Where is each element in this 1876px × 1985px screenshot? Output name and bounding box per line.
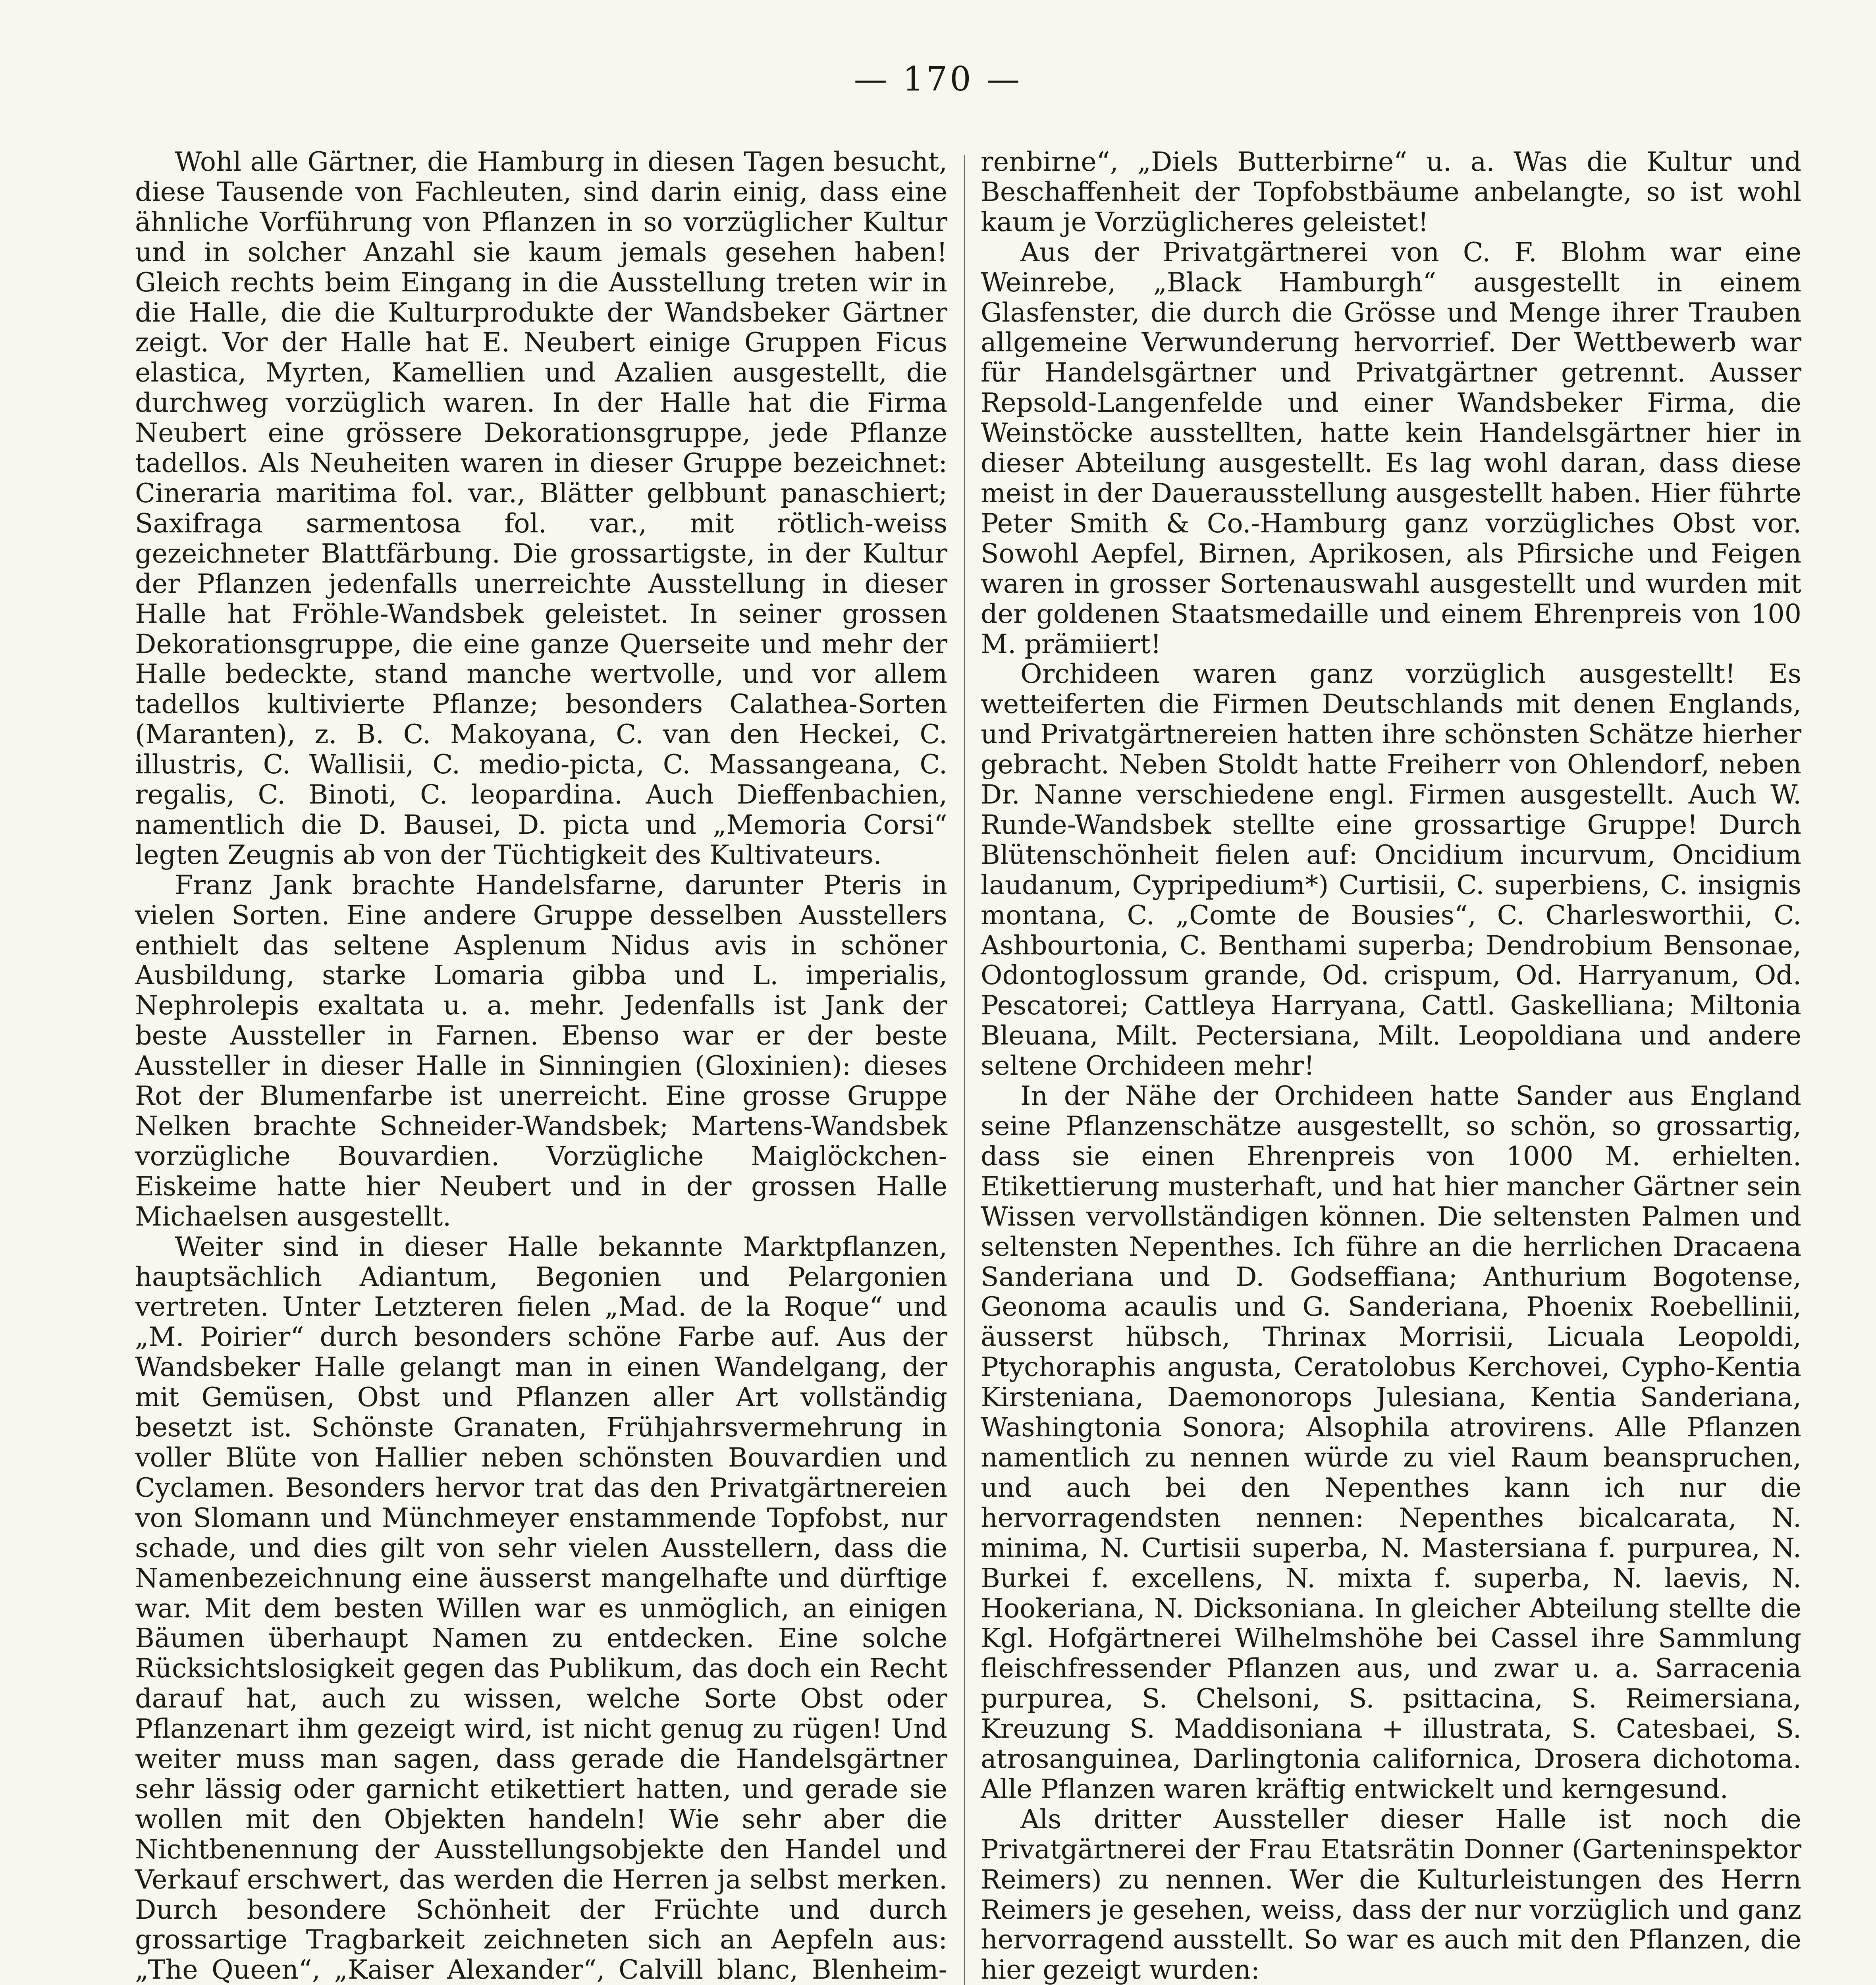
paragraph: Aus der Privatgärtnerei von C. F. Blohm war eine Weinrebe, „Black Hamburgh“ ausgestellt in einem Glasfenster, die durch die Grösse und Menge ihrer Trauben allgemeine Verwunderung hervorrief. Der Wettbewerb war für Handelsgärtner und Privatgärtner getrennt. Ausser Repsold-Langenfelde und einer Wandsbeker Firma, die Weinstöcke ausstellten, hatte kein Handelsgärtner hier in dieser Abteilung ausgestellt. Es lag wohl daran, dass diese meist in der Dauerausstellung ausgestellt haben. Hier führte Peter Smith & Co.-Hamburg ganz vorzügliches Obst vor. Sowohl Aepfel, Birnen, Aprikosen, als Pfirsiche und Feigen waren in grosser Sortenauswahl ausgestellt und wurden mit der goldenen Staatsmedaille und einem Ehrenpreis von 100 M. prämiiert!	[981, 236, 1801, 659]
column-divider	[964, 155, 965, 1985]
paragraph: Weiter sind in dieser Halle bekannte Marktpflanzen, hauptsächlich Adiantum, Begonien und Pelargonien vertreten. Unter Letzteren fielen „Mad. de la Roque“ und „M. Poirier“ durch besonders schöne Farbe auf. Aus der Wandsbeker Halle gelangt man in einen Wandelgang, der mit Gemüsen, Obst und Pflanzen aller Art vollständig besetzt ist. Schönste Granaten, Frühjahrsvermehrung in voller Blüte von Hallier neben schönsten Bouvardien und Cyclamen. Besonders hervor trat das den Privatgärtnereien von Slomann und Münchmeyer enstammende Topfobst, nur schade, und dies gilt von sehr vielen Ausstellern, dass die Namenbezeichnung eine äusserst mangelhafte und dürftige war. Mit dem besten Willen war es unmöglich, an einigen Bäumen überhaupt Namen zu entdecken. Eine solche Rücksichtslosigkeit gegen das Publikum, das doch ein Recht darauf hat, auch zu wissen, welche Sorte Obst oder Pflanzenart ihm gezeigt wird, ist nicht genug zu rügen! Und weiter muss man sagen, dass gerade die Handelsgärtner sehr lässig oder garnicht etikettiert hatten, und gerade sie wollen mit den Objekten handeln! Wie sehr aber die Nichtbenennung der Ausstellungsobjekte den Handel und Verkauf erschwert, das werden die Herren ja selbst merken. Durch besondere Schönheit der Früchte und durch grossartige Tragbarkeit zeichneten sich an Aepfeln aus: „The Queen“, „Kaiser Alexander“, Calvill blanc, Blenheim-	[135, 1231, 947, 1985]
right-column	[981, 147, 1801, 1985]
paragraph: In der Nähe der Orchideen hatte Sander aus England seine Pflanzenschätze ausgestellt, so schön, so grossartig, dass sie einen Ehrenpreis von 1000 M. erhielten. Etikettierung musterhaft, und hat hier mancher Gärtner sein Wissen vervollständigen können. Die seltensten Palmen und seltensten Nepenthes. Ich führe an die herrlichen Dracaena Sanderiana und D. Godseffiana; Anthurium Bogotense, Geonoma acaulis und G. Sanderiana, Phoenix Roebellinii, äusserst hübsch, Thrinax Morrisii, Licuala Leopoldi, Ptychoraphis angusta, Ceratolobus Kerchovei, Cypho-Kentia Kirsteniana, Daemonorops Julesiana, Kentia Sanderiana, Washingtonia Sonora; Alsophila atrovirens. Alle Pflanzen namentlich zu nennen würde zu viel Raum beanspruchen, und auch bei den Nepenthes kann ich nur die hervorragendsten nennen: Nepenthes bicalcarata, N. minima, N. Curtisii superba, N. Mastersiana f. purpurea, N. Burkei f. excellens, N. mixta f. superba, N. laevis, N. Hookeriana, N. Dicksoniana. In gleicher Abteilung stellte die Kgl. Hofgärtnerei Wilhelmshöhe bei Cassel ihre Sammlung fleischfressender Pflanzen aus, und zwar u. a. Sarracenia purpurea, S. Chelsoni, S. psittacina, S. Reimersiana, Kreuzung S. Maddisoniana + illustrata, S. Catesbaei, S. atrosanguinea, Darlingtonia californica, Drosera dichotoma. Alle Pflanzen waren kräftig entwickelt und kerngesund.	[981, 1080, 1801, 1804]
paragraph: Als dritter Aussteller dieser Halle ist noch die Privatgärtnerei der Frau Etatsrätin Donner (Garteninspektor Reimers) zu nennen. Wer die Kulturleistungen des Herrn Reimers je gesehen, weiss, dass der nur vorzüglich und ganz hervorragend ausstellt. So war es auch mit den Pflanzen, die hier gezeigt wurden:	[981, 1803, 1801, 1985]
left-column	[135, 147, 947, 1985]
paragraph: Wohl alle Gärtner, die Hamburg in diesen Tagen besucht, diese Tausende von Fachleuten, sind darin einig, dass eine ähnliche Vorführung von Pflanzen in so vorzüglicher Kultur und in solcher Anzahl sie kaum jemals gesehen haben! Gleich rechts beim Eingang in die Ausstellung treten wir in die Halle, die die Kulturprodukte der Wandsbeker Gärtner zeigt. Vor der Halle hat E. Neubert einige Gruppen Ficus elastica, Myrten, Kamellien und Azalien ausgestellt, die durchweg vorzüglich waren. In der Halle hat die Firma Neubert eine grössere Dekorationsgruppe, jede Pflanze tadellos. Als Neuheiten waren in dieser Gruppe bezeichnet: Cineraria maritima fol. var., Blätter gelbbunt panaschiert; Saxifraga sarmentosa fol. var., mit rötlich-weiss gezeichneter Blattfärbung. Die grossartigste, in der Kultur der Pflanzen jedenfalls unerreichte Ausstellung in dieser Halle hat Fröhle-Wandsbek geleistet. In seiner grossen Dekorationsgruppe, die eine ganze Querseite und mehr der Halle bedeckte, stand manche wertvolle, und vor allem tadellos kultivierte Pflanze; besonders Calathea-Sorten (Maranten), z. B. C. Makoyana, C. van den Heckei, C. illustris, C. Wallisii, C. medio-picta, C. Massangeana, C. regalis, C. Binoti, C. leopardina. Auch Dieffenbachien, namentlich die D. Bausei, D. picta und „Memoria Corsi“ legten Zeugnis ab von der Tüchtigkeit des Kultivateurs.	[135, 146, 947, 870]
paragraph: Franz Jank brachte Handelsfarne, darunter Pteris in vielen Sorten. Eine andere Gruppe desselben Ausstellers enthielt das seltene Asplenum Nidus avis in schöner Ausbildung, starke Lomaria gibba und L. imperialis, Nephrolepis exaltata u. a. mehr. Jedenfalls ist Jank der beste Aussteller in Farnen. Ebenso war er der beste Aussteller in dieser Halle in Sinningien (Gloxinien): dieses Rot der Blumenfarbe ist unerreicht. Eine grosse Gruppe Nelken brachte Schneider-Wandsbek; Martens-Wandsbek vorzügliche Bouvardien. Vorzügliche Maiglöckchen-Eiskeime hatte hier Neubert und in der grossen Halle Michaelsen ausgestellt.	[135, 869, 947, 1232]
paragraph: Orchideen waren ganz vorzüglich ausgestellt! Es wetteiferten die Firmen Deutschlands mit denen Englands, und Privatgärtnereien hatten ihre schönsten Schätze hierher gebracht. Neben Stoldt hatte Freiherr von Ohlendorf, neben Dr. Nanne verschiedene engl. Firmen ausgestellt. Auch W. Runde-Wandsbek stellte eine grossartige Gruppe! Durch Blütenschönheit fielen auf: Oncidium incurvum, Oncidium laudanum, Cypripedium*) Curtisii, C. superbiens, C. insignis montana, C. „Comte de Bousies“, C. Charlesworthii, C. Ashbourtonia, C. Benthami superba; Dendrobium Bensonae, Odontoglossum grande, Od. crispum, Od. Harryanum, Od. Pescatorei; Cattleya Harryana, Cattl. Gaskelliana; Miltonia Bleuana, Milt. Pectersiana, Milt. Leopoldiana und andere seltene Orchideen mehr!	[981, 658, 1801, 1081]
page-number: — 170 —	[854, 60, 1022, 98]
paragraph: renbirne“, „Diels Butterbirne“ u. a. Was die Kultur und Beschaffenheit der Topfobstbäume anbelangte, so ist wohl kaum je Vorzüglicheres geleistet!	[981, 146, 1801, 237]
